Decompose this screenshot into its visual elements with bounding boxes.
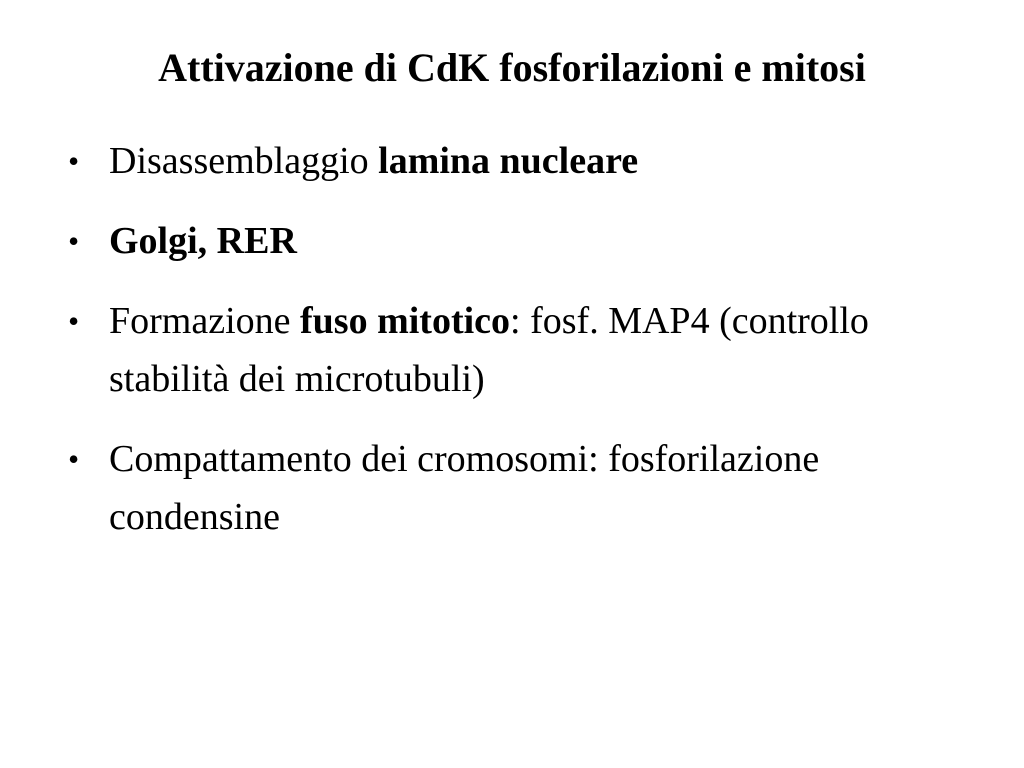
bullet-icon: • [68, 143, 80, 179]
bullet-item-lamina [64, 132, 984, 190]
slide-title: Attivazione di CdK fosforilazioni e mitosi [158, 45, 866, 90]
bullet-icon: • [68, 223, 80, 259]
bullet-list [64, 132, 984, 568]
bullet-bold-text: lamina nucleare [378, 140, 639, 182]
bullet-icon: • [68, 303, 80, 339]
bullet-item-golgi [64, 212, 984, 270]
bullet-text-tail: : fosf. MAP4 (controllo stabilità dei microtubuli) [109, 300, 869, 400]
bullet-item-fuso [64, 292, 984, 408]
bullet-text: Formazione [109, 300, 301, 342]
bullet-item-cromosomi [64, 430, 984, 546]
bullet-text: Compattamento dei cromosomi: fosforilazione condensine [109, 438, 820, 538]
bullet-text: Disassemblaggio [109, 140, 379, 182]
bullet-bold-text: Golgi, RER [109, 220, 297, 262]
bullet-icon: • [68, 441, 80, 477]
bullet-bold-text: fuso mitotico [300, 300, 511, 342]
